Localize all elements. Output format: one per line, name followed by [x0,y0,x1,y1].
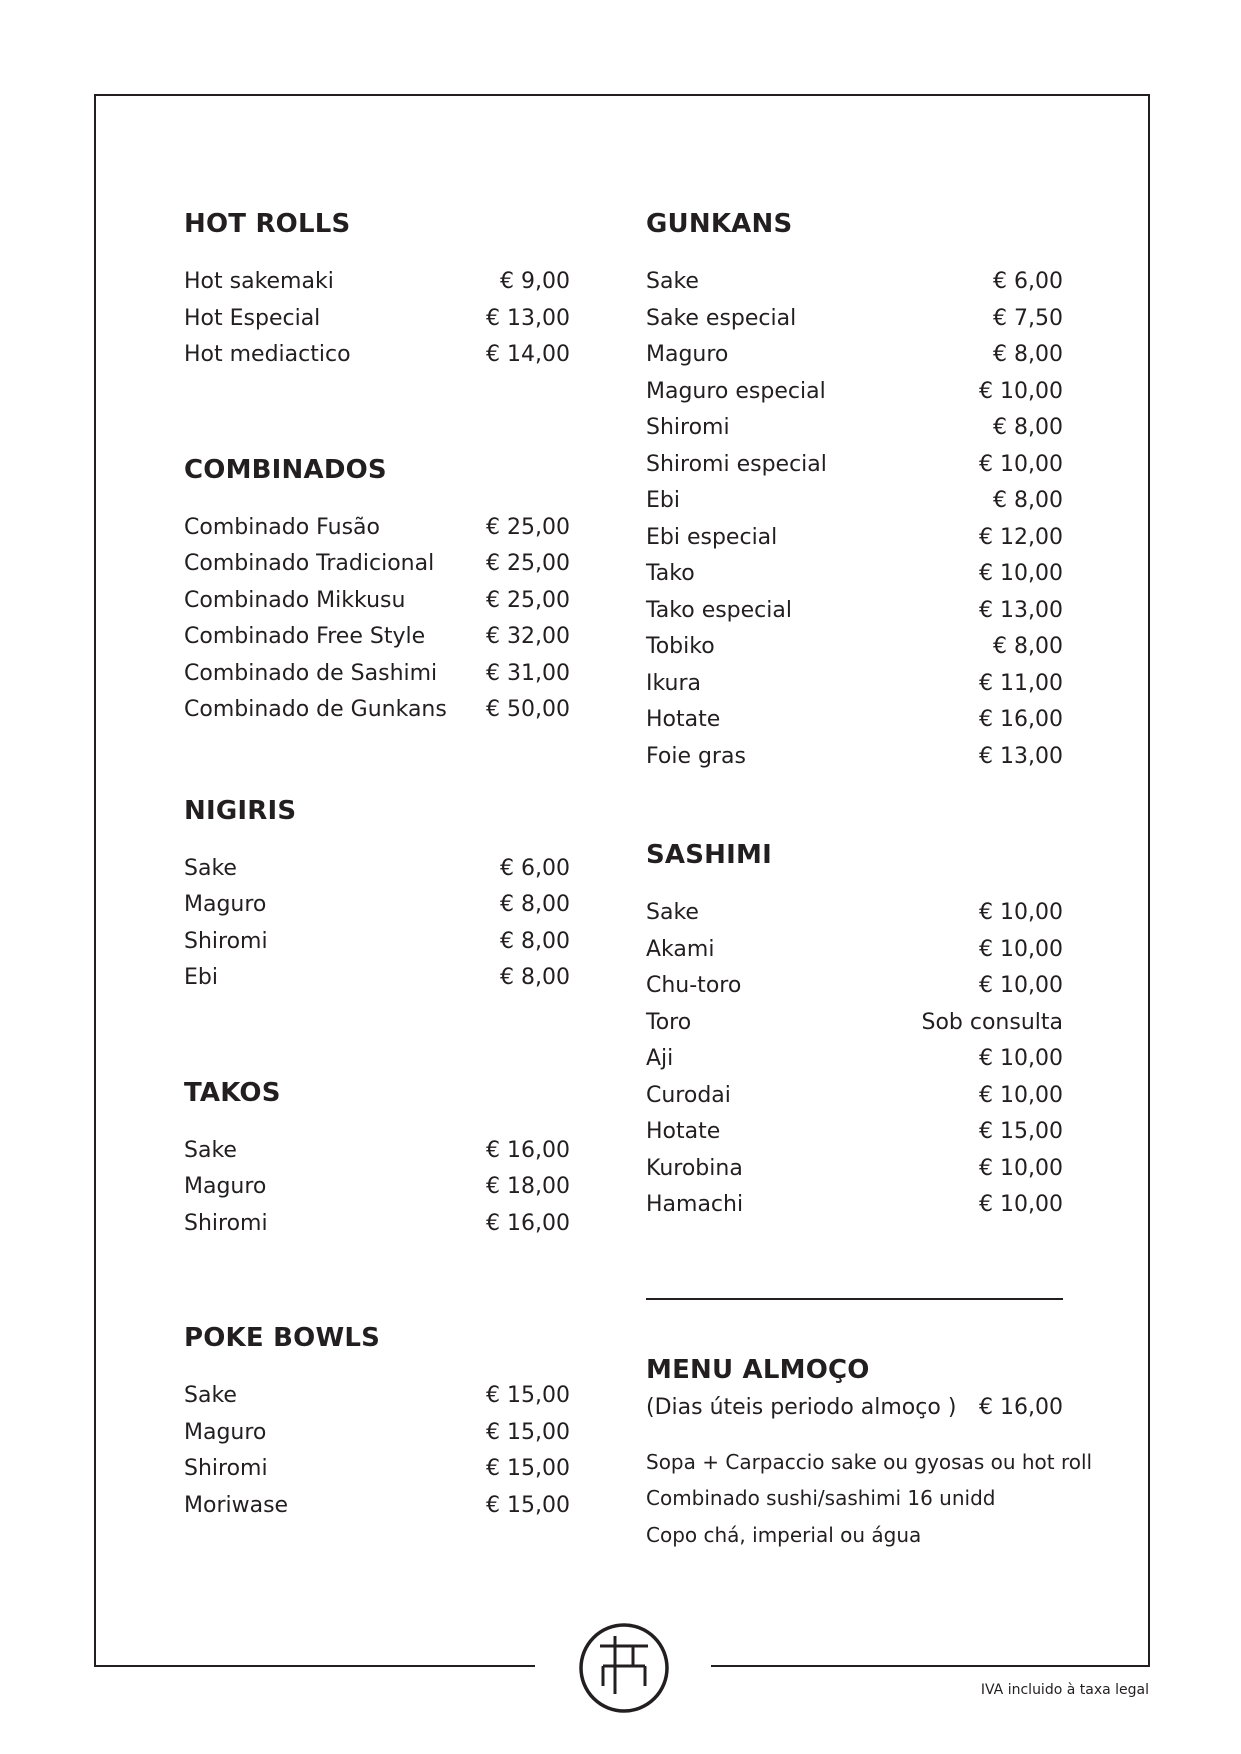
item-name: Shiromi [646,415,730,440]
item-price: € 16,00 [486,1137,570,1163]
section-title: GUNKANS [646,209,793,239]
item-name: Hot Especial [184,305,321,331]
item-name: Tako [646,561,695,586]
item-name: Kurobina [646,1155,743,1181]
item-price: € 32,00 [486,624,570,649]
item-price: € 11,00 [979,670,1063,696]
item-name: Shiromi [184,928,268,954]
menu-item [184,924,570,961]
left-column [184,206,570,1524]
item-name: Hamachi [646,1192,744,1217]
item-name: Moriwase [184,1492,289,1518]
item-price: € 14,00 [486,342,570,367]
item-price: € 8,00 [993,634,1063,659]
item-name: Aji [646,1046,674,1071]
lunch-includes [646,1444,1093,1554]
item-name: Sake [184,1383,237,1408]
menu-item [184,887,570,924]
section-nigiris [184,793,570,997]
lunch-line: Copo chá, imperial ou água [646,1522,922,1547]
item-price: € 9,00 [500,269,570,294]
menu-item [646,1041,1063,1078]
item-name: Shiromi especial [646,451,827,477]
item-price: € 10,00 [979,451,1063,477]
menu-item [184,851,570,888]
item-name: Shiromi [184,1210,268,1236]
menu-item [184,656,570,693]
item-price: Sob consulta [921,1009,1063,1035]
item-price: € 10,00 [979,561,1063,586]
item-name: Curodai [646,1082,731,1108]
item-price: € 10,00 [979,1192,1063,1217]
item-list [184,264,570,374]
item-price: € 25,00 [486,514,570,540]
item-price: € 15,00 [486,1456,570,1481]
item-price: € 10,00 [979,900,1063,925]
item-name: Maguro [184,1174,267,1199]
item-name: Akami [646,936,715,962]
menu-item [184,546,570,583]
section-title: SASHIMI [646,840,772,870]
item-name: Tako especial [646,597,792,623]
section-menu-almoco [646,1352,1093,1554]
section-title: COMBINADOS [184,454,387,485]
item-name: Hotate [646,707,721,732]
section-takos [184,1075,570,1243]
right-column [646,206,1093,1553]
section-title: HOT ROLLS [184,209,351,239]
section-title: MENU ALMOÇO [646,1354,870,1385]
item-price: € 6,00 [993,269,1063,294]
item-name: Maguro [184,1419,267,1445]
section-title: TAKOS [184,1077,281,1108]
item-price: € 25,00 [486,551,570,576]
item-name: Toro [646,1009,692,1035]
menu-item [184,619,570,656]
item-price: € 16,00 [979,707,1063,732]
menu-item [646,739,1063,776]
item-price: € 15,00 [979,1119,1063,1144]
item-price: € 18,00 [486,1174,570,1199]
menu-item [184,1415,570,1452]
item-price: € 10,00 [979,378,1063,404]
lunch-price: € 16,00 [979,1394,1063,1420]
section-combinados [184,452,570,729]
item-list [184,1133,570,1243]
menu-item [646,1151,1063,1188]
section-hot-rolls [184,206,570,374]
item-name: Chu-toro [646,973,742,998]
menu-item [646,264,1063,301]
menu-item [646,593,1063,630]
item-price: € 7,50 [993,305,1063,331]
item-name: Ikura [646,670,702,696]
item-price: € 16,00 [486,1210,570,1236]
item-price: € 13,00 [979,597,1063,623]
item-name: Sake [184,855,237,881]
menu-item [184,1451,570,1488]
menu-item [184,301,570,338]
item-list [184,1378,570,1524]
menu-item [184,1133,570,1170]
item-name: Combinado de Sashimi [184,660,438,686]
menu-item [184,583,570,620]
item-price: € 31,00 [486,660,570,686]
menu-item [184,1206,570,1243]
restaurant-gate-logo-icon [578,1622,670,1714]
item-name: Maguro [184,892,267,917]
menu-item [646,1114,1063,1151]
item-price: € 8,00 [993,415,1063,440]
item-price: € 8,00 [993,488,1063,513]
menu-item [184,337,570,374]
menu-item [646,301,1063,338]
menu-item [184,1488,570,1525]
item-name: Combinado Free Style [184,624,426,649]
menu-item [646,629,1063,666]
section-divider [646,1298,1063,1300]
item-price: € 15,00 [486,1383,570,1408]
item-price: € 12,00 [979,524,1063,550]
item-name: Hot mediactico [184,342,351,367]
item-name: Tobiko [646,634,715,659]
section-title: NIGIRIS [184,795,297,826]
menu-item [184,1378,570,1415]
menu-item [184,960,570,997]
item-price: € 13,00 [979,743,1063,769]
item-price: € 8,00 [500,965,570,990]
menu-item [646,1187,1063,1224]
item-price: € 15,00 [486,1419,570,1445]
item-name: Combinado Fusão [184,514,380,540]
item-name: Shiromi [184,1456,268,1481]
item-name: Sake especial [646,305,797,331]
lunch-line: Combinado sushi/sashimi 16 unidd [646,1486,996,1510]
menu-item [646,410,1063,447]
menu-item [646,968,1063,1005]
menu-item [646,666,1063,703]
menu-item [184,1169,570,1206]
menu-item [646,483,1063,520]
item-name: Combinado Mikkusu [184,587,406,613]
item-list [184,510,570,729]
menu-item [646,702,1063,739]
item-name: Foie gras [646,743,746,769]
item-price: € 50,00 [486,697,570,722]
menu-item [184,510,570,547]
menu-item [646,1078,1063,1115]
item-list [646,895,1063,1224]
item-name: Ebi [184,965,218,990]
item-price: € 8,00 [500,928,570,954]
frame-bottom-line-left [94,1665,535,1667]
lunch-subtitle: (Dias úteis periodo almoço ) [646,1394,957,1420]
item-price: € 15,00 [486,1492,570,1518]
item-name: Combinado Tradicional [184,551,435,576]
menu-item [646,447,1063,484]
item-price: € 10,00 [979,1046,1063,1071]
item-name: Maguro [646,342,729,367]
section-title: POKE BOWLS [184,1323,381,1353]
item-name: Maguro especial [646,378,826,404]
section-gunkans [646,206,1063,775]
menu-item [646,374,1063,411]
item-name: Hotate [646,1119,721,1144]
item-price: € 8,00 [993,342,1063,367]
menu-item [646,1005,1063,1042]
item-list [184,851,570,997]
item-name: Ebi [646,488,680,513]
menu-item [646,337,1063,374]
lunch-subtitle-row [646,1388,1063,1428]
item-price: € 10,00 [979,1082,1063,1108]
item-name: Sake [184,1137,237,1163]
section-poke-bowls [184,1320,570,1524]
tax-note: IVA incluido à taxa legal [980,1682,1149,1698]
menu-item [646,932,1063,969]
section-sashimi [646,837,1063,1224]
item-price: € 10,00 [979,1155,1063,1181]
item-price: € 10,00 [979,936,1063,962]
item-price: € 13,00 [486,305,570,331]
menu-item [646,895,1063,932]
lunch-line: Sopa + Carpaccio sake ou gyosas ou hot roll [646,1449,1093,1474]
menu-item [184,264,570,301]
frame-bottom-line-right [711,1665,1150,1667]
item-name: Sake [646,269,699,294]
menu-item [184,692,570,729]
item-price: € 6,00 [500,855,570,881]
item-list [646,264,1063,775]
item-name: Hot sakemaki [184,269,334,294]
menu-item [646,520,1063,557]
item-name: Combinado de Gunkans [184,697,447,722]
item-name: Ebi especial [646,524,778,550]
item-price: € 10,00 [979,973,1063,998]
item-name: Sake [646,900,699,925]
item-price: € 8,00 [500,892,570,917]
menu-item [646,556,1063,593]
item-price: € 25,00 [486,587,570,613]
